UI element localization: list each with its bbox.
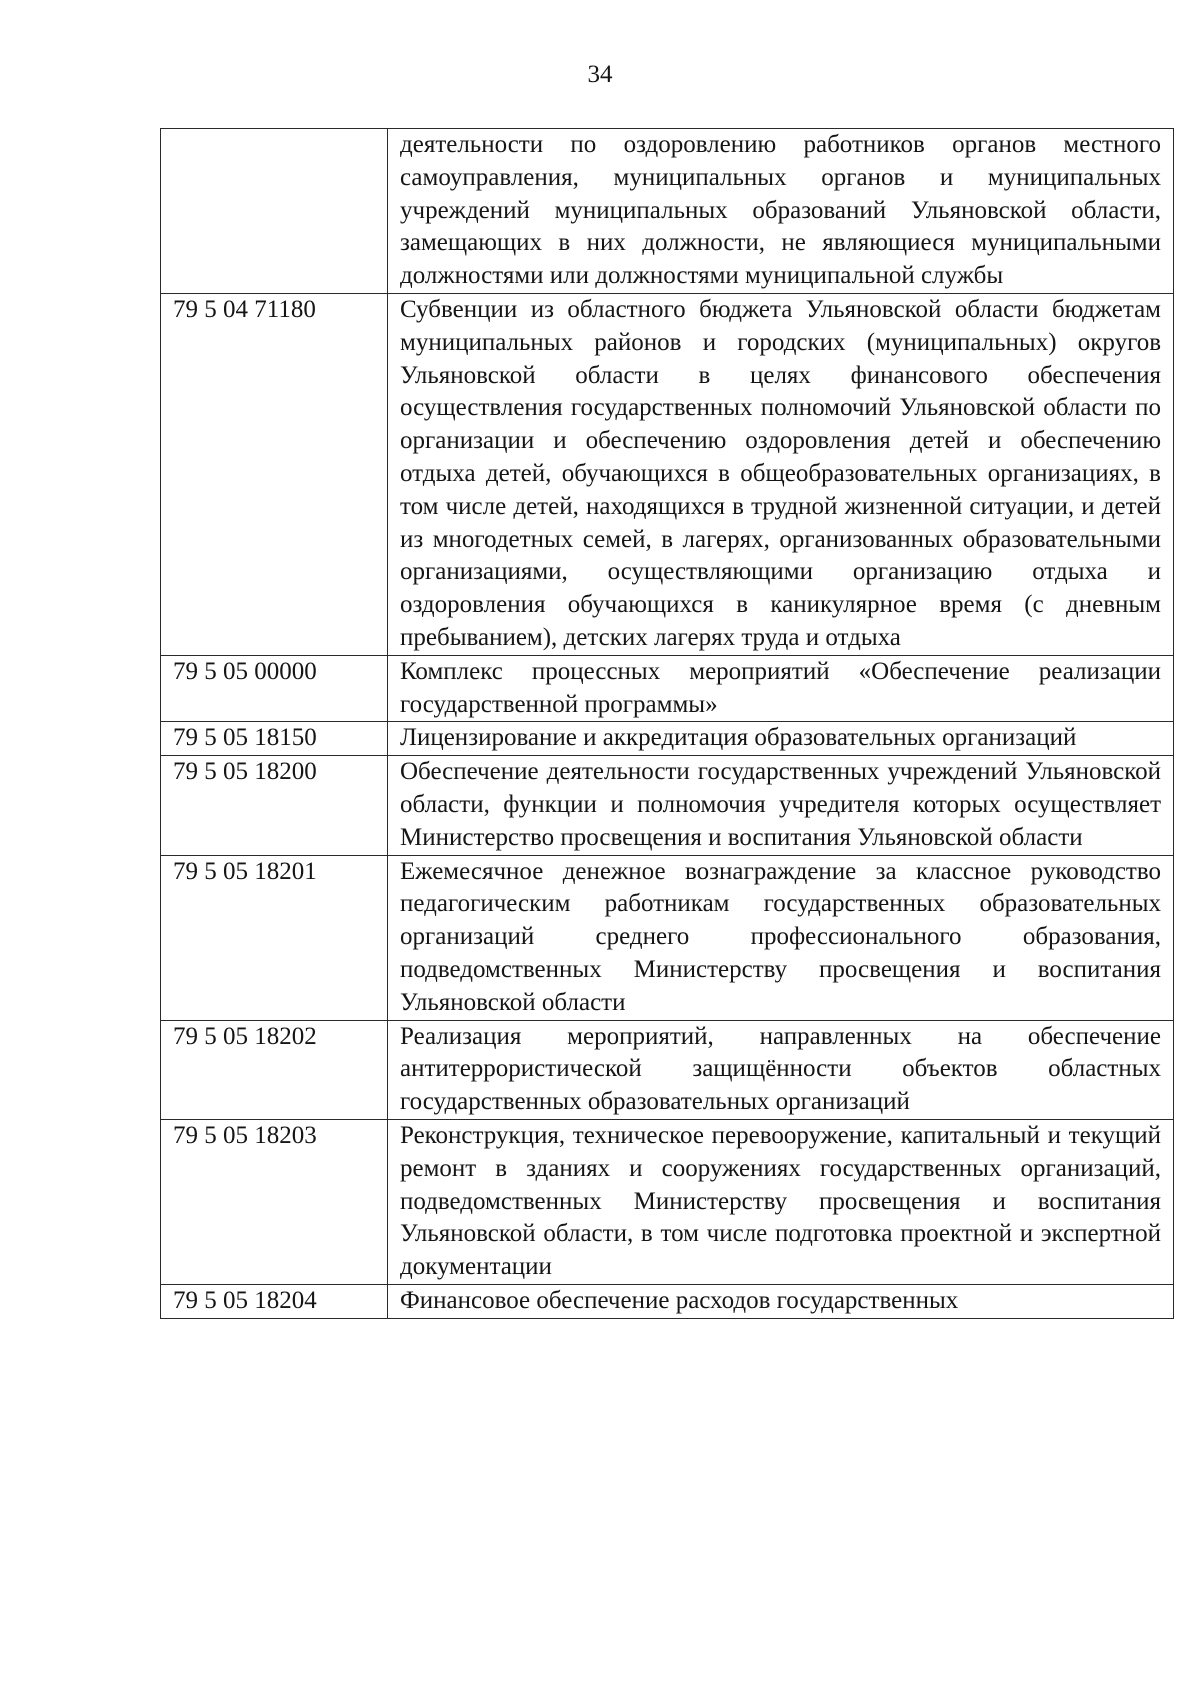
budget-codes-table — [160, 128, 1174, 1319]
code-cell: 79 5 05 18200 — [161, 756, 388, 855]
code-cell: 79 5 05 18201 — [161, 855, 388, 1020]
table-row — [161, 1284, 1174, 1318]
table-row — [161, 855, 1174, 1020]
description-cell: Комплекс процессных мероприятий «Обеспечение реализации государственной программы» — [388, 655, 1174, 722]
description-cell: Лицензирование и аккредитация образовательных организаций — [388, 722, 1174, 756]
description-cell: деятельности по оздоровлению работников органов местного самоуправления, муниципальных органов и муниципальных учреждений муниципальных образований Ульяновской области, замещающих в них должности, не являющиеся муниципальными должностями или должностями муниципальной службы — [388, 129, 1174, 294]
table-row — [161, 722, 1174, 756]
table-row — [161, 293, 1174, 655]
code-cell: 79 5 05 18150 — [161, 722, 388, 756]
table-row — [161, 655, 1174, 722]
description-cell: Финансовое обеспечение расходов государственных — [388, 1284, 1174, 1318]
code-cell: 79 5 05 18203 — [161, 1119, 388, 1284]
table-row — [161, 129, 1174, 294]
description-cell: Реконструкция, техническое перевооружение, капитальный и текущий ремонт в зданиях и сооружениях государственных организаций, подведомственных Министерству просвещения и воспитания Ульяновской области, в том числе подготовка проектной и экспертной документации — [388, 1119, 1174, 1284]
page-number: 34 — [587, 61, 613, 88]
table-row — [161, 1119, 1174, 1284]
code-cell — [161, 129, 388, 294]
code-cell: 79 5 05 18202 — [161, 1020, 388, 1119]
description-cell: Обеспечение деятельности государственных учреждений Ульяновской области, функции и полномочия учредителя которых осуществляет Министерство просвещения и воспитания Ульяновской области — [388, 756, 1174, 855]
description-cell: Реализация мероприятий, направленных на обеспечение антитеррористической защищённости объектов областных государственных образовательных организаций — [388, 1020, 1174, 1119]
code-cell: 79 5 04 71180 — [161, 293, 388, 655]
code-cell: 79 5 05 18204 — [161, 1284, 388, 1318]
table-row — [161, 756, 1174, 855]
description-cell: Ежемесячное денежное вознаграждение за классное руководство педагогическим работникам государственных образовательных организаций среднего профессионального образования, подведомственных Министерству просвещения и воспитания Ульяновской области — [388, 855, 1174, 1020]
code-cell: 79 5 05 00000 — [161, 655, 388, 722]
table-row — [161, 1020, 1174, 1119]
description-cell: Субвенции из областного бюджета Ульяновской области бюджетам муниципальных районов и городских (муниципальных) округов Ульяновской области в целях финансового обеспечения осуществления государственных полномочий Ульяновской области по организации и обеспечению оздоровления детей и обеспечению отдыха детей, обучающихся в общеобразовательных организациях, в том числе детей, находящихся в трудной жизненной ситуации, и детей из многодетных семей, в лагерях, организованных образовательными организациями, осуществляющими организацию отдыха и оздоровления обучающихся в каникулярное время (с дневным пребыванием), детских лагерях труда и отдыха — [388, 293, 1174, 655]
